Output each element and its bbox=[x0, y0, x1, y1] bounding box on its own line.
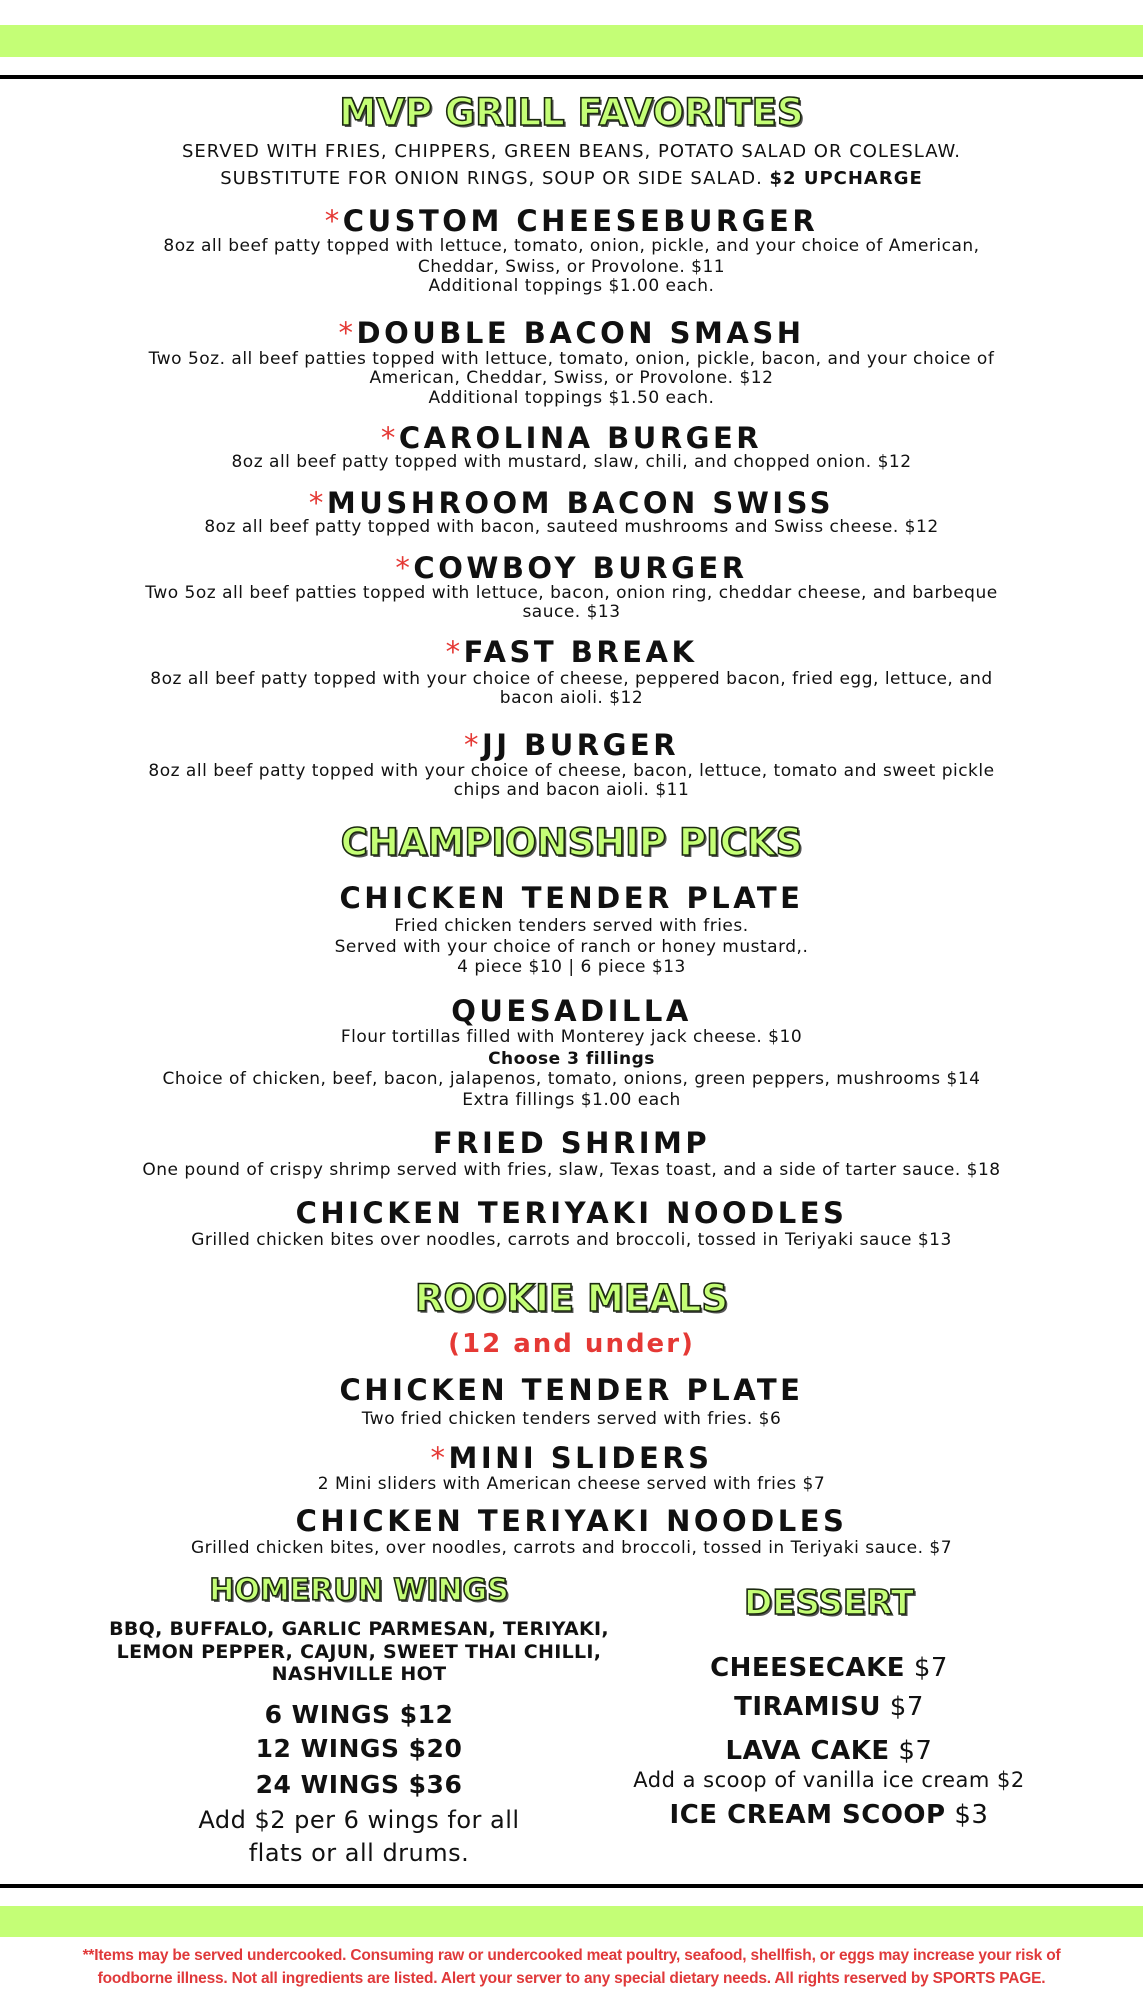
menu-item-name bbox=[0, 420, 1143, 455]
item-name-text: DOUBLE BACON SMASH bbox=[356, 315, 805, 350]
wing-flavors-line: NASHVILLE HOT bbox=[271, 1662, 447, 1685]
item-description-line: 8oz all beef patty topped with your choice of cheese, peppered bacon, fried egg, lettuce, and bbox=[150, 668, 993, 689]
wing-size-price: 12 WINGS $20 bbox=[255, 1733, 463, 1763]
dessert-name: LAVA CAKE bbox=[725, 1736, 890, 1766]
asterisk-marker: * bbox=[338, 315, 357, 350]
item-name-text: CAROLINA BURGER bbox=[398, 420, 763, 455]
bottom-divider bbox=[0, 1884, 1143, 1888]
wing-flavors-line: BBQ, BUFFALO, GARLIC PARMESAN, TERIYAKI, bbox=[109, 1617, 609, 1640]
section-title-mvp-grill-favorites: MVP GRILL FAVORITES bbox=[339, 90, 804, 134]
item-description-line: 8oz all beef patty topped with your choice of cheese, bacon, lettuce, tomato and sweet pickle bbox=[148, 760, 995, 781]
age-limit-note: (12 and under) bbox=[448, 1329, 695, 1359]
item-description-line: Flour tortillas filled with Monterey jack cheese. $10 bbox=[340, 1026, 803, 1047]
item-description-line: 2 Mini sliders with American cheese served with fries $7 bbox=[317, 1473, 826, 1494]
item-description-line: Cheddar, Swiss, or Provolone. $11 bbox=[417, 256, 726, 277]
wing-flavors-line: LEMON PEPPER, CAJUN, SWEET THAI CHILLI, bbox=[116, 1640, 602, 1663]
item-description-line: Grilled chicken bites over noodles, carrots and broccoli, tossed in Teriyaki sauce $13 bbox=[191, 1229, 952, 1250]
section-title-dessert: DESSERT bbox=[744, 1583, 914, 1623]
item-name-text: MUSHROOM BACON SWISS bbox=[326, 485, 835, 520]
substitute-note bbox=[0, 170, 1143, 188]
asterisk-marker: * bbox=[380, 420, 399, 455]
wing-note-line: Add $2 per 6 wings for all bbox=[198, 1806, 520, 1834]
dessert-price: $7 bbox=[889, 1692, 924, 1722]
item-name-text: CHICKEN TENDER PLATE bbox=[339, 880, 804, 915]
item-description-line: Choose 3 fillings bbox=[488, 1048, 655, 1069]
upcharge-text: $2 UPCHARGE bbox=[769, 168, 923, 189]
sides-note: SERVED WITH FRIES, CHIPPERS, GREEN BEANS, POTATO SALAD OR COLESLAW. bbox=[181, 141, 961, 162]
item-description-line: 8oz all beef patty topped with bacon, sauteed mushrooms and Swiss cheese. $12 bbox=[204, 516, 939, 537]
bottom-accent-bar bbox=[0, 1906, 1143, 1937]
dessert-price: $7 bbox=[898, 1736, 933, 1766]
dessert-item bbox=[579, 1655, 1079, 1681]
menu-item-name bbox=[0, 550, 1143, 585]
item-description-line: Two 5oz all beef patties topped with lettuce, bacon, onion ring, cheddar cheese, and barbeque bbox=[145, 582, 998, 603]
menu-item-name bbox=[0, 1195, 1143, 1230]
item-description-line: chips and bacon aioli. $11 bbox=[453, 779, 690, 800]
dessert-price: $3 bbox=[954, 1800, 989, 1830]
item-description-line: 8oz all beef patty topped with lettuce, tomato, onion, pickle, and your choice of American, bbox=[163, 235, 980, 256]
item-description-line: Two fried chicken tenders served with fries. $6 bbox=[361, 1408, 782, 1429]
wing-size-price: 24 WINGS $36 bbox=[255, 1769, 463, 1799]
item-description-line: bacon aioli. $12 bbox=[499, 687, 644, 708]
menu-item-name bbox=[0, 203, 1143, 238]
ice-cream-addon: Add a scoop of vanilla ice cream $2 bbox=[633, 1767, 1025, 1792]
asterisk-marker: * bbox=[308, 485, 327, 520]
menu-item-name bbox=[0, 485, 1143, 520]
dessert-price: $7 bbox=[913, 1653, 948, 1683]
menu-item-name bbox=[0, 1440, 1143, 1475]
asterisk-marker: * bbox=[395, 550, 414, 585]
item-name-text: CHICKEN TENDER PLATE bbox=[339, 1372, 804, 1407]
item-description-line: Fried chicken tenders served with fries. bbox=[394, 915, 749, 936]
item-description-line: One pound of crispy shrimp served with fries, slaw, Texas toast, and a side of tarter sauce. $18 bbox=[142, 1159, 1001, 1180]
dessert-item bbox=[579, 1802, 1079, 1828]
dessert-name: CHEESECAKE bbox=[710, 1653, 906, 1683]
item-description-line: sauce. $13 bbox=[522, 601, 621, 622]
menu-item-name bbox=[0, 1372, 1143, 1407]
allergy-disclaimer-line: foodborne illness. Not all ingredients are listed. Alert your server to any special dietary needs. All rights reserved by SPORTS PAGE. bbox=[97, 1970, 1046, 1987]
section-title-homerun-wings: HOMERUN WINGS bbox=[209, 1573, 509, 1608]
asterisk-marker: * bbox=[445, 634, 464, 669]
item-name-text: CHICKEN TERIYAKI NOODLES bbox=[295, 1503, 848, 1538]
item-name-text: JJ BURGER bbox=[481, 727, 680, 762]
menu-item-name bbox=[0, 993, 1143, 1028]
dessert-name: ICE CREAM SCOOP bbox=[669, 1800, 946, 1830]
item-description-line: Additional toppings $1.50 each. bbox=[428, 387, 715, 408]
menu-item-name bbox=[0, 634, 1143, 669]
asterisk-marker: * bbox=[430, 1440, 449, 1475]
allergy-disclaimer-line: **Items may be served undercooked. Consuming raw or undercooked meat poultry, seafood, shellfish, or eggs may increase your risk of bbox=[82, 1947, 1061, 1964]
dessert-item bbox=[579, 1694, 1079, 1720]
item-description-line: Served with your choice of ranch or honey mustard,. bbox=[334, 936, 809, 957]
item-name-text: MINI SLIDERS bbox=[448, 1440, 713, 1475]
dessert-name: TIRAMISU bbox=[734, 1692, 882, 1722]
item-description-line: Two 5oz. all beef patties topped with lettuce, tomato, onion, pickle, bacon, and your choice of bbox=[148, 348, 995, 369]
asterisk-marker: * bbox=[463, 727, 482, 762]
section-title-championship-picks: CHAMPIONSHIP PICKS bbox=[340, 820, 803, 864]
item-description-line: Choice of chicken, beef, bacon, jalapenos, tomato, onions, green peppers, mushrooms $14 bbox=[162, 1068, 981, 1089]
section-title-rookie-meals: ROOKIE MEALS bbox=[415, 1276, 728, 1320]
item-name-text: FAST BREAK bbox=[463, 634, 698, 669]
item-name-text: CUSTOM CHEESEBURGER bbox=[342, 203, 819, 238]
item-description-line: Grilled chicken bites, over noodles, carrots and broccoli, tossed in Teriyaki sauce. $7 bbox=[190, 1537, 953, 1558]
item-name-text: COWBOY BURGER bbox=[413, 550, 748, 585]
menu-item-name bbox=[0, 315, 1143, 350]
item-description-line: Extra fillings $1.00 each bbox=[462, 1089, 681, 1110]
menu-item-name bbox=[0, 880, 1143, 915]
wing-size-price: 6 WINGS $12 bbox=[264, 1699, 454, 1729]
item-description-line: Additional toppings $1.00 each. bbox=[428, 275, 715, 296]
item-name-text: CHICKEN TERIYAKI NOODLES bbox=[295, 1195, 848, 1230]
substitute-text: SUBSTITUTE FOR ONION RINGS, SOUP OR SIDE SALAD. bbox=[220, 168, 763, 189]
item-name-text: FRIED SHRIMP bbox=[432, 1125, 711, 1160]
wing-note-line: flats or all drums. bbox=[248, 1839, 470, 1867]
item-name-text: QUESADILLA bbox=[451, 993, 692, 1028]
top-accent-bar bbox=[0, 25, 1143, 57]
asterisk-marker: * bbox=[324, 203, 343, 238]
item-description-line: American, Cheddar, Swiss, or Provolone. $12 bbox=[369, 367, 774, 388]
item-description-line: 8oz all beef patty topped with mustard, slaw, chili, and chopped onion. $12 bbox=[231, 451, 912, 472]
top-divider bbox=[0, 75, 1143, 79]
menu-item-name bbox=[0, 1503, 1143, 1538]
menu-item-name bbox=[0, 727, 1143, 762]
menu-item-name bbox=[0, 1125, 1143, 1160]
item-description-line: 4 piece $10 | 6 piece $13 bbox=[457, 956, 686, 977]
dessert-item bbox=[579, 1738, 1079, 1764]
